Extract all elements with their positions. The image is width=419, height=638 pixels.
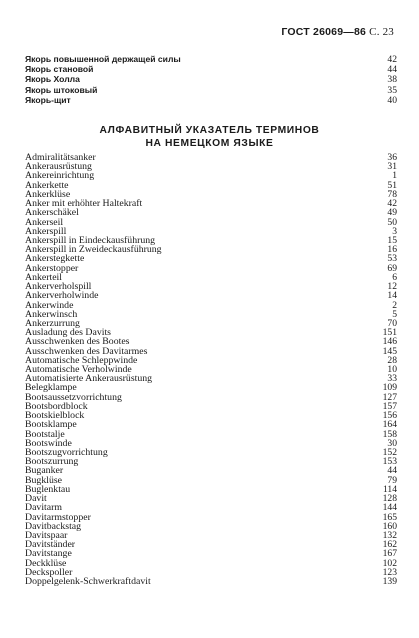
- term-label: Bootsaussetzvorrichtung: [25, 391, 122, 403]
- term-number: 33: [387, 373, 397, 385]
- term-label: Ankerstegkette: [25, 253, 85, 265]
- term-label: Automatische Verholwinde: [25, 364, 132, 376]
- term-number: 44: [387, 64, 397, 76]
- term-label: Ankerwinde: [25, 299, 74, 311]
- index-row: [25, 218, 397, 227]
- term-number: 16: [387, 244, 397, 256]
- index-row: [25, 74, 397, 84]
- section-title-line-1: АЛФАВИТНЫЙ УКАЗАТЕЛЬ ТЕРМИНОВ: [99, 125, 320, 136]
- term-label: Bootszugvorrichtung: [25, 447, 108, 458]
- standard-number: ГОСТ 26069—86: [281, 26, 367, 38]
- term-number: 51: [387, 179, 397, 191]
- index-row: [25, 430, 397, 439]
- term-number: 30: [387, 437, 397, 449]
- term-number: 28: [387, 354, 397, 366]
- term-label: Bugklüse: [25, 474, 63, 486]
- index-row: [25, 374, 397, 383]
- term-label: Ankerspill: [25, 225, 67, 237]
- term-label: Ankerverholwinde: [25, 290, 99, 302]
- term-number: 165: [382, 511, 397, 523]
- index-row: [25, 264, 397, 273]
- term-label: Ausladung des Davits: [25, 327, 111, 339]
- term-number: 5: [392, 308, 397, 320]
- term-label: Ankerspill in Eindeckausführung: [25, 234, 156, 246]
- term-label: Bootsklampe: [25, 419, 77, 431]
- index-row: [25, 540, 397, 549]
- term-label: Davitstange: [25, 548, 72, 560]
- term-label: Ankerwinsch: [25, 308, 78, 320]
- term-label: Ankerverholspill: [25, 281, 92, 293]
- term-label: Якорь штоковый: [25, 84, 98, 95]
- page-header: [281, 26, 394, 38]
- term-number: 146: [382, 336, 397, 348]
- term-number: 151: [382, 327, 397, 339]
- term-number: 132: [382, 529, 397, 541]
- term-number: 78: [387, 188, 397, 200]
- term-number: 162: [382, 539, 397, 551]
- index-row: [25, 95, 397, 105]
- index-row: [25, 485, 397, 494]
- term-number: 42: [387, 54, 397, 65]
- term-label: Bootskielblock: [25, 410, 85, 422]
- term-label: Davitarm: [25, 502, 62, 514]
- index-row: [25, 457, 397, 466]
- term-label: Deckspoller: [25, 566, 73, 578]
- term-label: Anker mit erhöhter Haltekraft: [25, 198, 143, 210]
- term-number: 40: [387, 94, 397, 106]
- term-label: Якорь становой: [25, 64, 94, 75]
- term-number: 2: [392, 299, 397, 311]
- term-number: 123: [382, 566, 397, 578]
- term-label: Ankerkette: [25, 179, 69, 191]
- term-label: Automatisierte Ankerausrüstung: [25, 373, 153, 385]
- term-label: Ankerzurrung: [25, 317, 80, 329]
- term-label: Bootstalje: [25, 428, 65, 440]
- term-label: Ankerschäkel: [25, 207, 79, 219]
- index-row: [25, 54, 397, 64]
- term-number: 156: [382, 410, 397, 422]
- section-title-line-2: НА НЕМЕЦКОМ ЯЗЫКЕ: [145, 138, 274, 149]
- term-label: Ankerteil: [25, 271, 62, 283]
- term-label: Davitspaar: [25, 529, 68, 541]
- term-number: 145: [382, 345, 397, 357]
- index-row: [25, 549, 397, 558]
- term-number: 31: [387, 161, 397, 173]
- russian-terms-list: [25, 54, 397, 105]
- term-number: 38: [387, 74, 397, 86]
- term-label: Admiralitätsanker: [25, 152, 96, 163]
- term-label: Davitbackstag: [25, 520, 82, 532]
- term-label: Doppelgelenk-Schwerkraftdavit: [25, 576, 151, 588]
- term-number: 42: [387, 198, 397, 210]
- term-number: 79: [387, 474, 397, 486]
- term-number: 128: [382, 493, 397, 505]
- term-label: Buganker: [25, 465, 64, 477]
- term-label: Davit: [25, 493, 47, 505]
- term-number: 164: [382, 419, 397, 431]
- term-number: 6: [392, 271, 397, 283]
- term-number: 70: [387, 317, 397, 329]
- index-row: [25, 411, 397, 420]
- index-row: [25, 254, 397, 263]
- term-number: 153: [382, 456, 397, 468]
- term-label: Ankerseil: [25, 216, 64, 228]
- index-row: [25, 466, 397, 475]
- index-row: [25, 64, 397, 74]
- term-number: 15: [387, 234, 397, 246]
- term-label: Automatische Schleppwinde: [25, 354, 138, 366]
- term-label: Ankerausrüstung: [25, 161, 92, 173]
- term-number: 10: [387, 364, 397, 376]
- term-label: Ausschwenken des Davitarmes: [25, 345, 148, 357]
- term-number: 12: [387, 281, 397, 293]
- term-label: Ankerspill in Zweideckausführung: [25, 244, 162, 256]
- index-row: [25, 301, 397, 310]
- term-label: Bootswinde: [25, 437, 72, 449]
- term-number: 53: [387, 253, 397, 265]
- term-label: Davitarmstopper: [25, 511, 91, 523]
- term-label: Deckklüse: [25, 557, 67, 569]
- term-label: Якорь повышенной держащей силы: [25, 54, 181, 64]
- term-number: 144: [382, 502, 397, 514]
- term-number: 35: [387, 84, 397, 96]
- term-label: Buglenktau: [25, 483, 71, 495]
- index-row: [25, 199, 397, 208]
- german-term-index: [25, 153, 397, 586]
- index-row: [25, 291, 397, 300]
- index-row: [25, 171, 397, 180]
- index-row: [25, 181, 397, 190]
- section-title: [0, 124, 419, 150]
- term-number: 50: [387, 216, 397, 228]
- index-row: [25, 522, 397, 531]
- term-number: 1: [392, 170, 397, 182]
- term-number: 44: [387, 465, 397, 477]
- term-number: 127: [382, 391, 397, 403]
- index-row: [25, 476, 397, 485]
- term-label: Ankereinrichtung: [25, 170, 95, 182]
- index-row: [25, 577, 397, 586]
- index-row: [25, 494, 397, 503]
- term-number: 152: [382, 447, 397, 458]
- index-row: [25, 420, 397, 429]
- index-row: [25, 531, 397, 540]
- term-label: Якорь Холла: [25, 74, 80, 85]
- term-number: 160: [382, 520, 397, 532]
- term-number: 69: [387, 262, 397, 274]
- index-row: [25, 310, 397, 319]
- term-label: Ausschwenken des Bootes: [25, 336, 130, 348]
- page-number: С. 23: [369, 26, 394, 38]
- index-row: [25, 448, 397, 457]
- term-number: 157: [382, 400, 397, 412]
- term-number: 49: [387, 207, 397, 219]
- term-number: 14: [387, 290, 397, 302]
- term-label: Bootsbordblock: [25, 400, 88, 412]
- term-number: 114: [382, 483, 397, 495]
- term-number: 102: [382, 557, 397, 569]
- term-label: Belegklampe: [25, 382, 77, 394]
- term-number: 109: [382, 382, 397, 394]
- term-label: Davitständer: [25, 539, 76, 551]
- term-label: Ankerklüse: [25, 188, 71, 200]
- term-number: 3: [392, 225, 397, 237]
- index-row: [25, 559, 397, 568]
- term-number: 167: [382, 548, 397, 560]
- term-label: Ankerstopper: [25, 262, 79, 274]
- term-number: 158: [382, 428, 397, 440]
- index-row: [25, 208, 397, 217]
- term-label: Bootszurrung: [25, 456, 79, 468]
- term-number: 36: [387, 152, 397, 163]
- index-row: [25, 85, 397, 95]
- term-number: 139: [382, 576, 397, 588]
- term-label: Якорь-щит: [25, 94, 71, 105]
